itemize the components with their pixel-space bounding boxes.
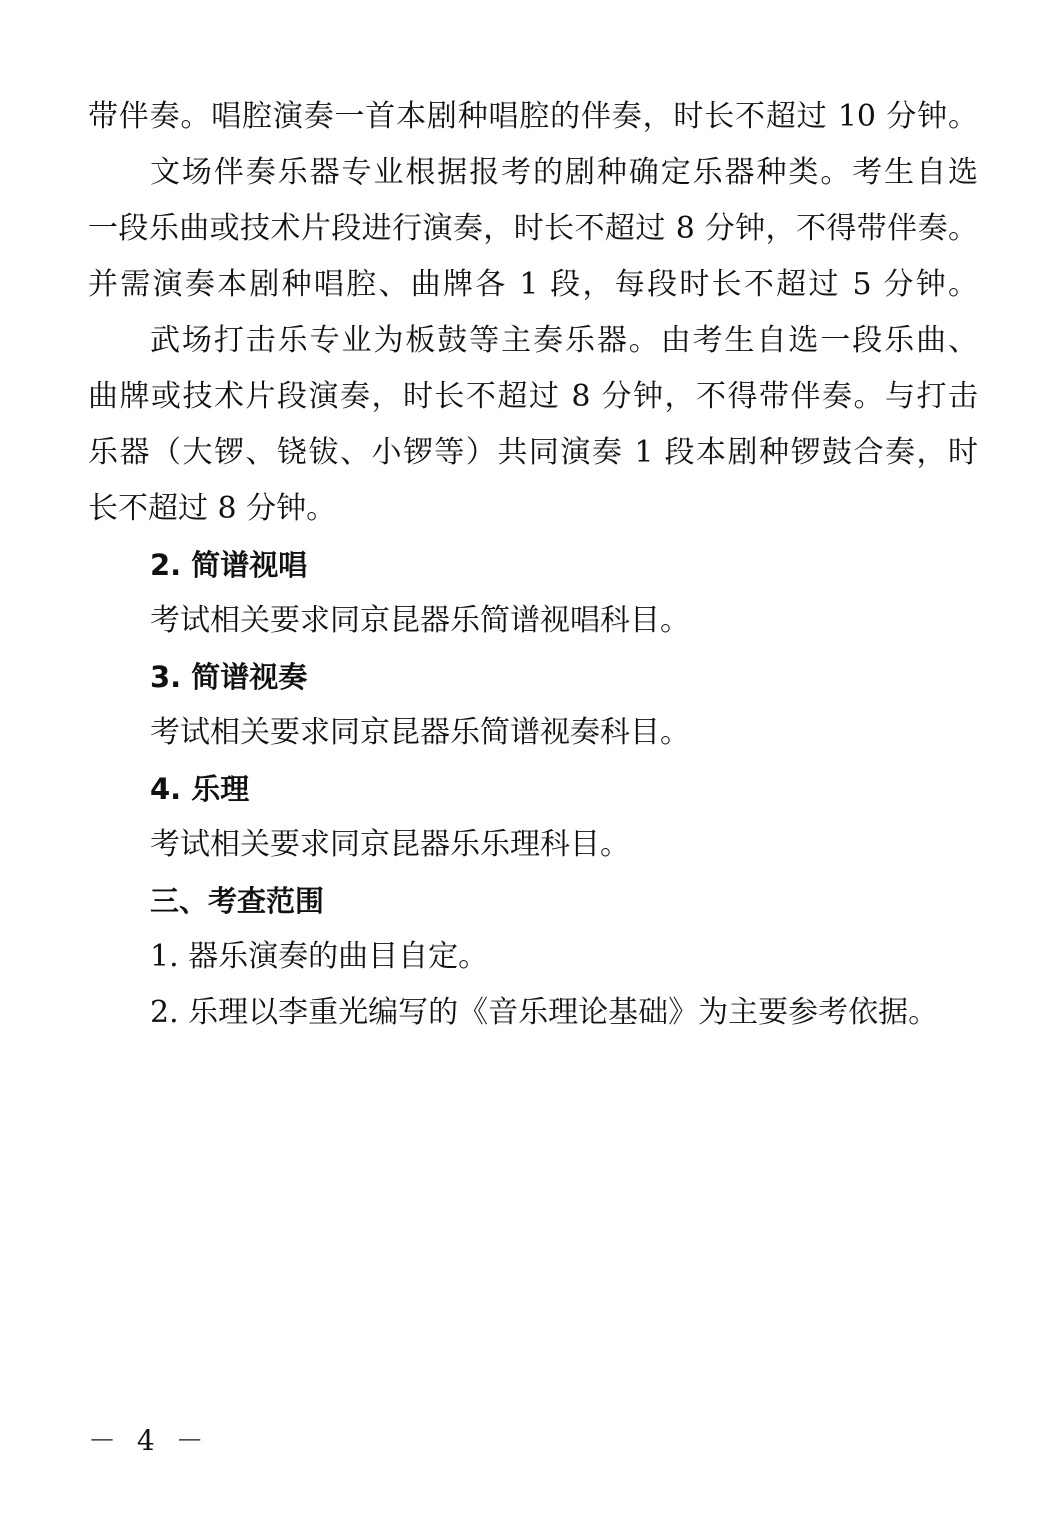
section-heading-music-theory: 4. 乐理 bbox=[150, 772, 250, 806]
paragraph-line-8: 长不超过 8 分钟。 bbox=[88, 491, 337, 526]
paragraph-line-music-theory: 考试相关要求同京昆器乐乐理科目。 bbox=[150, 827, 630, 862]
paragraph-line-1: 带伴奏。唱腔演奏一首本剧种唱腔的伴奏，时长不超过 10 分钟。 bbox=[88, 99, 978, 134]
paragraph-line-5: 武场打击乐专业为板鼓等主奏乐器。由考生自选一段乐曲、 bbox=[150, 323, 978, 358]
list-item-1: 1. 器乐演奏的曲目自定。 bbox=[150, 939, 489, 974]
section-heading-sight-singing: 2. 简谱视唱 bbox=[150, 548, 308, 582]
section-heading-scope: 三、考查范围 bbox=[150, 884, 325, 918]
paragraph-line-7: 乐器（大锣、铙钹、小锣等）共同演奏 1 段本剧种锣鼓合奏，时 bbox=[88, 435, 978, 470]
paragraph-line-4: 并需演奏本剧种唱腔、曲牌各 1 段，每段时长不超过 5 分钟。 bbox=[88, 267, 978, 302]
page-number: － 4 － bbox=[88, 1424, 210, 1457]
paragraph-line-2: 文场伴奏乐器专业根据报考的剧种确定乐器种类。考生自选 bbox=[150, 155, 978, 190]
paragraph-line-3: 一段乐曲或技术片段进行演奏，时长不超过 8 分钟，不得带伴奏。 bbox=[88, 211, 978, 246]
section-heading-sight-playing: 3. 简谱视奏 bbox=[150, 660, 308, 694]
list-item-2: 2. 乐理以李重光编写的《音乐理论基础》为主要参考依据。 bbox=[150, 995, 939, 1030]
paragraph-line-6: 曲牌或技术片段演奏，时长不超过 8 分钟，不得带伴奏。与打击 bbox=[88, 379, 978, 414]
paragraph-line-sight-singing: 考试相关要求同京昆器乐简谱视唱科目。 bbox=[150, 603, 690, 638]
paragraph-line-sight-playing: 考试相关要求同京昆器乐简谱视奏科目。 bbox=[150, 715, 690, 750]
